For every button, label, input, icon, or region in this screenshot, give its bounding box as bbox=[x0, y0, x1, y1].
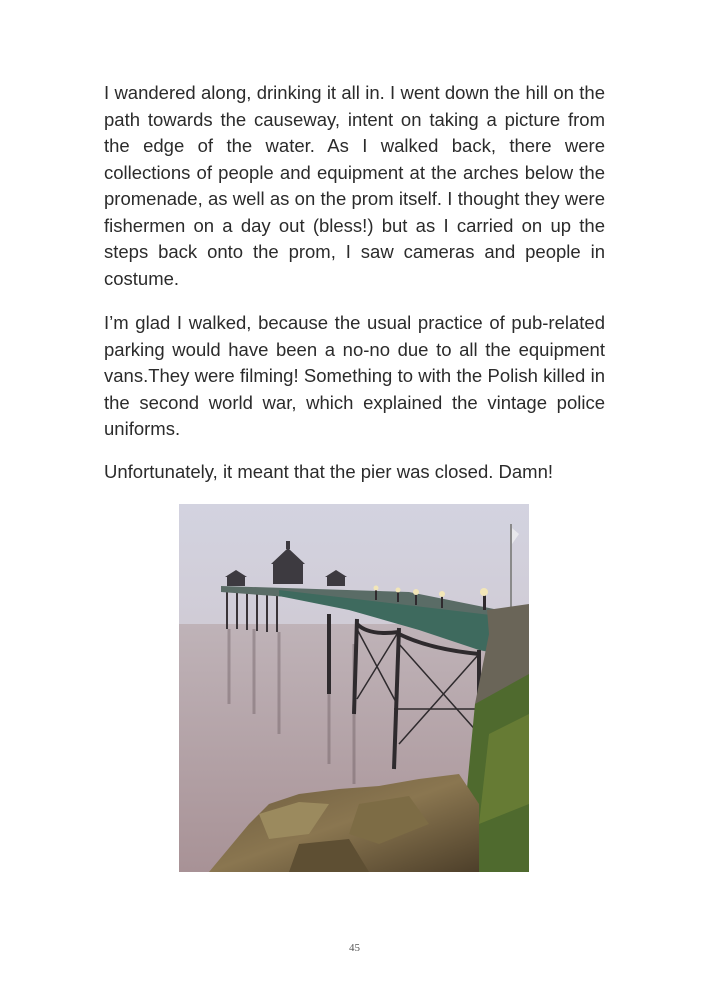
pier-photo bbox=[179, 504, 529, 872]
paragraph-1: I wandered along, drinking it all in. I went down the hill on the path towards the causeway, intent on taking a picture from the edge of the water. As I walked back, there were collections of people and equipment at the arches below the promenade, as well as on the prom itself. I thought they were fishermen on a day out (bless!) but as I carried on up the steps back onto the prom, I saw cameras and people in costume. bbox=[104, 82, 605, 289]
paragraph-2: I’m glad I walked, because the usual practice of pub-related parking would have been a no-no due to all the equipment vans.They were filming! Something to with the Polish killed in the second world war, which explained the vintage police uniforms. bbox=[104, 312, 605, 439]
page-number: 45 bbox=[349, 942, 360, 954]
paragraph-3: Unfortunately, it meant that the pier was closed. Damn! bbox=[104, 461, 554, 482]
